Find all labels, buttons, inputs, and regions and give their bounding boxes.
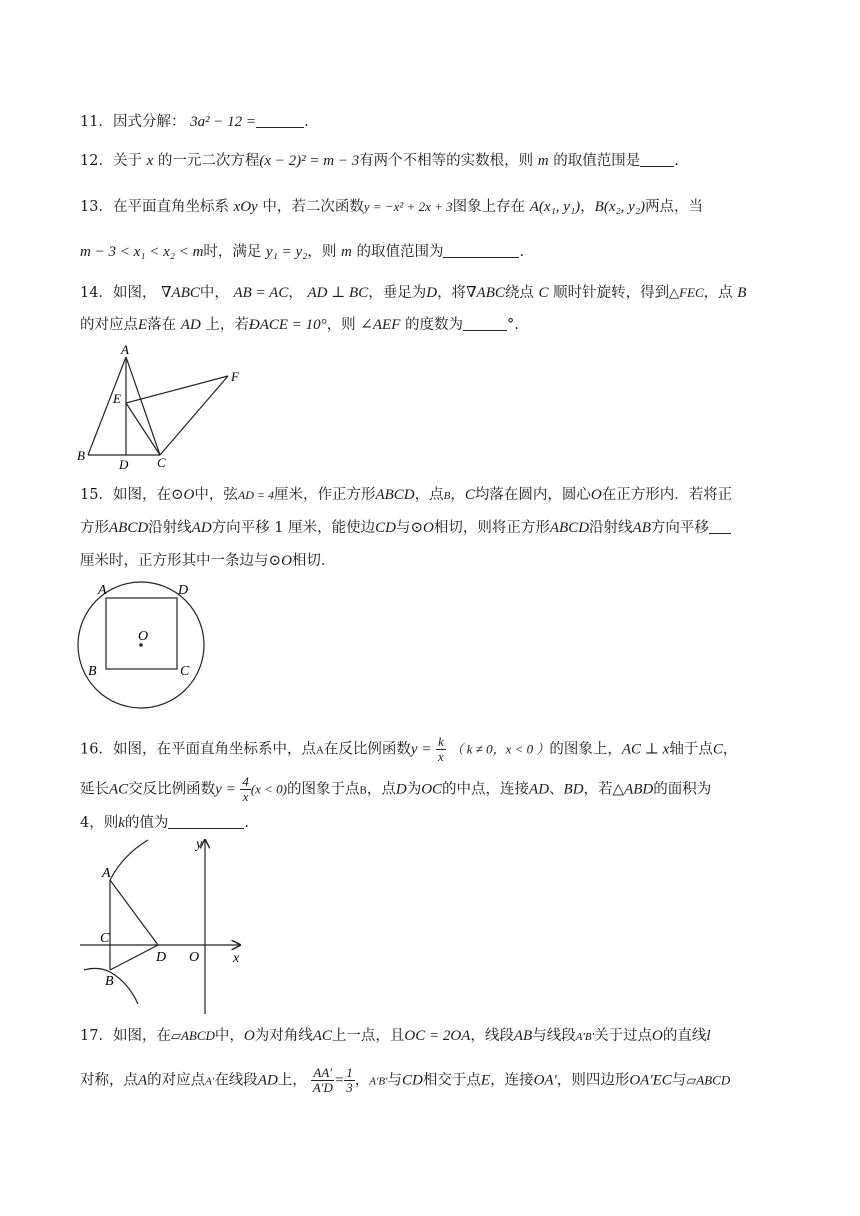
label-A: A (98, 583, 107, 598)
question-number: 11． (80, 114, 113, 130)
label-D: D (156, 950, 167, 965)
figure-15 (74, 578, 210, 712)
label-B: B (88, 664, 97, 679)
figure-14 (76, 340, 256, 472)
answer-blank (443, 243, 519, 258)
label-O: O (138, 629, 149, 644)
label-B: B (77, 448, 85, 463)
question-number: 16． (80, 741, 113, 758)
question-14-line-2: 的对应点E落在 AD 上，若ÐACE = 10°，则 ∠AEF 的度数为 °. (80, 317, 519, 333)
question-15-line-1: 15．如图，在⊙O中，弦AD = 4厘米，作正方形ABCD，点B，C均落在圆内，圆心O在正方形内．若将正 (80, 487, 733, 503)
question-number: 17． (80, 1028, 113, 1044)
answer-blank (640, 152, 674, 167)
label-A: A (121, 342, 129, 357)
label-C: C (157, 455, 166, 470)
fraction-aa-over-ad: $\frac{AA'}{A'D}$ (312, 1065, 333, 1095)
label-x: x (233, 951, 240, 966)
question-number: 15． (80, 487, 113, 503)
question-number: 14． (80, 285, 113, 301)
question-17-line-2: 对称，点A的对应点A′在线段AD上， $\frac{AA'}{A'D}$ = $\frac{1}{3}$ ，A′B′与CD相交于点E，连接OA′，则四边形OA′EC与▱ABCD (80, 1065, 731, 1095)
answer-blank (709, 519, 731, 534)
question-15-line-2: 方形ABCD沿射线AD方向平移 1 厘米，能使边CD与⊙O相切，则将正方形ABCD沿射线AB方向平移 (80, 518, 731, 538)
label-B: B (105, 974, 114, 989)
fraction-one-third: $\frac{1}{3}$ (346, 1065, 353, 1095)
label-F: F (231, 369, 239, 384)
question-16-line-2: 延长AC交反比例函数y = $\frac{4}{x}$ (x < 0)的图象于点B，点D为OC的中点，连接AD、BD，若△ABD的面积为 (80, 774, 712, 804)
label-D: D (119, 457, 129, 472)
answer-blank (463, 316, 507, 331)
question-13-line-1: 13．在平面直角坐标系 xOy 中，若二次函数y = −x² + 2x + 3图象上存在 A(x₁, y₁)，B(x₂, y₂)两点，当 (80, 199, 704, 215)
label-E: E (113, 391, 121, 406)
question-16-line-1: 16．如图，在平面直角坐标系中，点A在反比例函数y = $\frac{k}{x}$ （ k ≠ 0，x < 0 ）的图象上，AC ⊥ x轴于点C， (80, 734, 738, 764)
fraction-4-over-x: $\frac{4}{x}$ (242, 774, 249, 804)
question-number: 12． (80, 153, 113, 169)
label-A: A (102, 866, 111, 881)
figure-16 (76, 834, 248, 1016)
question-11: 11．因式分解： 3a² − 12 = . (80, 114, 309, 130)
question-17-line-1: 17．如图，在▱ABCD中，O为对角线AC上一点，且OC = 2OA，线段AB与线段A′B′关于过点O的直线l (80, 1028, 711, 1044)
answer-blank (168, 814, 244, 829)
equation: (x − 2)² = m − 3 (259, 153, 360, 169)
label-y: y (196, 837, 203, 852)
label-O: O (189, 950, 200, 965)
fraction-k-over-x: $\frac{k}{x}$ (438, 734, 444, 764)
question-15-line-3: 厘米时，正方形其中一条边与⊙O相切． (80, 553, 336, 569)
label-C: C (100, 931, 110, 946)
question-12: 12．关于 x 的一元二次方程(x − 2)² = m − 3有两个不相等的实数根，则 m 的取值范围是 . (80, 153, 679, 169)
question-14-line-1: 14．如图， ∇ABC中， AB = AC， AD ⊥ BC，垂足为D，将∇ABC绕点 C 顺时针旋转，得到△FEC，点 B (80, 285, 747, 301)
label-C: C (180, 664, 190, 679)
expression: 3a² − 12 = (190, 114, 257, 130)
answer-blank (256, 113, 304, 128)
question-16-line-3: 4，则k的值为 . (80, 815, 250, 831)
question-number: 13． (80, 199, 113, 215)
label-D: D (178, 583, 189, 598)
question-13-line-2: m − 3 < x₁ < x₂ < m时，满足 y₁ = y₂，则 m 的取值范围为 . (80, 244, 525, 260)
